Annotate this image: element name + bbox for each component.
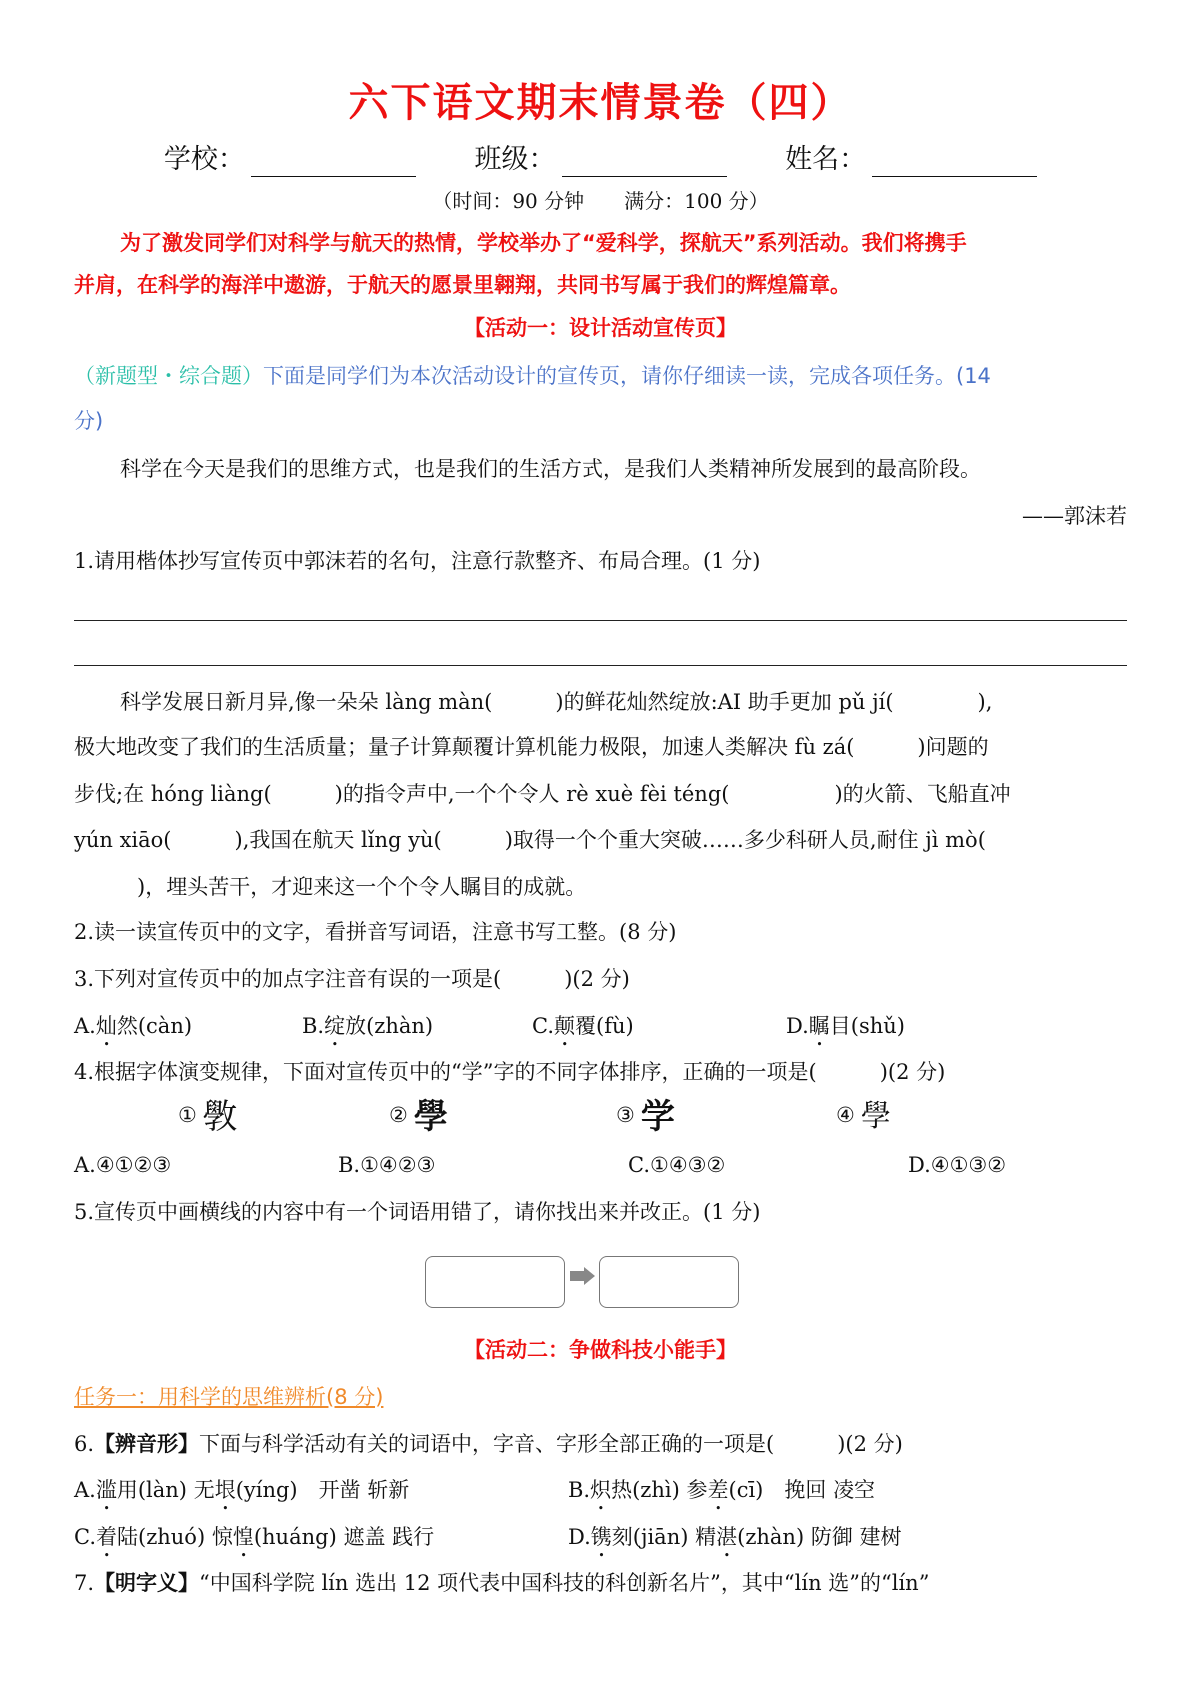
q3-option-c[interactable]: C.颠覆(fù) bbox=[532, 1014, 634, 1038]
glyph-4: ④ 學 bbox=[836, 1098, 891, 1134]
q6-tag: 【辨音形】 bbox=[94, 1432, 200, 1456]
q6-option-c[interactable]: C.着陆(zhuó) 惊惶(huáng) 遮盖 践行 bbox=[74, 1525, 435, 1549]
q4-option-b[interactable]: B.①④②③ bbox=[338, 1153, 436, 1177]
glyph-1: ① 斆 bbox=[178, 1096, 237, 1137]
passage-line-3: 步伐;在 hóng liàng( )的指令声中,一个个令人 rè xuè fèi téng( )的火箭、飞船直冲 bbox=[74, 782, 1011, 806]
clerical-script-xue-icon: 學 bbox=[413, 1096, 448, 1137]
passage-line-1: 科学发展日新月异,像一朵朵 làng màn( )的鲜花灿然绽放:AI 助手更加 pǔ jí( ), bbox=[120, 690, 993, 714]
question-1: 1.请用楷体抄写宣传页中郭沫若的名句，注意行款整齐、布局合理。(1 分) bbox=[74, 549, 761, 573]
question-5: 5.宣传页中画横线的内容中有一个词语用错了，请你找出来并改正。(1 分) bbox=[74, 1200, 761, 1224]
intro-line-2: 并肩，在科学的海洋中遨游，于航天的愿景里翱翔，共同书写属于我们的辉煌篇章。 bbox=[74, 273, 851, 297]
seal-script-xue-icon: 斆 bbox=[202, 1096, 237, 1137]
task1-link[interactable]: 任务一：用科学的思维辨析(8 分) bbox=[74, 1385, 384, 1409]
q4-glyphs bbox=[74, 1096, 1127, 1144]
q4-option-a[interactable]: A.④①②③ bbox=[74, 1153, 172, 1177]
answer-line-2[interactable] bbox=[74, 665, 1127, 666]
question-4: 4.根据字体演变规律，下面对宣传页中的“学”字的不同字体排序，正确的一项是( )(2 分) bbox=[74, 1060, 946, 1084]
exam-info: （时间：90 分钟 满分：100 分） bbox=[432, 189, 769, 213]
glyph-2: ② 學 bbox=[389, 1096, 448, 1137]
wrong-word-box[interactable] bbox=[425, 1256, 565, 1308]
passage-line-4: yún xiāo( ),我国在航天 lǐng yù( )取得一个个重大突破……多少科研人员,耐住 jì mò( bbox=[74, 828, 986, 852]
passage-line-2: 极大地改变了我们的生活质量；量子计算颠覆计算机能力极限，加速人类解决 fù zá( )问题的 bbox=[74, 735, 989, 759]
name-field[interactable] bbox=[872, 154, 1037, 177]
activity1-heading: 【活动一：设计活动宣传页】 bbox=[464, 316, 737, 340]
small-seal-xue-icon: 學 bbox=[860, 1098, 891, 1134]
page-title: 六下语文期末情景卷（四） bbox=[348, 80, 853, 126]
arrow-head-icon bbox=[584, 1267, 595, 1285]
task-intro-cont: 分) bbox=[74, 409, 104, 433]
q3-option-b[interactable]: B.绽放(zhàn) bbox=[302, 1014, 434, 1038]
arrow-right-icon bbox=[570, 1271, 584, 1281]
class-field[interactable] bbox=[562, 154, 727, 177]
correct-word-box[interactable] bbox=[599, 1256, 739, 1308]
regular-script-xue-icon: 学 bbox=[640, 1096, 675, 1137]
q3-option-a[interactable]: A.灿然(càn) bbox=[74, 1014, 193, 1038]
school-field[interactable] bbox=[251, 154, 416, 177]
passage-line-5: )，埋头苦干，才迎来这一个个令人瞩目的成就。 bbox=[74, 875, 587, 899]
class-label: 班级： bbox=[474, 144, 556, 175]
answer-line-1[interactable] bbox=[74, 620, 1127, 621]
question-6: 6.【辨音形】下面与科学活动有关的词语中，字音、字形全部正确的一项是( )(2 分) bbox=[74, 1432, 903, 1456]
q4-option-d[interactable]: D.④①③② bbox=[908, 1153, 1007, 1177]
glyph-3: ③ 学 bbox=[616, 1096, 675, 1137]
question-3: 3.下列对宣传页中的加点字注音有误的一项是( )(2 分) bbox=[74, 967, 630, 991]
task-text: 下面是同学们为本次活动设计的宣传页，请你仔细读一读，完成各项任务。(14 bbox=[263, 364, 991, 388]
activity2-heading: 【活动二：争做科技小能手】 bbox=[464, 1338, 737, 1362]
quote-author: ——郭沫若 bbox=[1022, 504, 1127, 528]
student-info bbox=[74, 143, 1127, 177]
q6-option-a[interactable]: A.滥用(làn) 无垠(yíng) 开凿 斩新 bbox=[74, 1478, 410, 1502]
question-7: 7.【明字义】“中国科学院 lín 选出 12 项代表中国科技的科创新名片”，其中“lín 选”的“lín” bbox=[74, 1571, 930, 1595]
q6-option-d[interactable]: D.镌刻(jiān) 精湛(zhàn) 防御 建树 bbox=[568, 1525, 902, 1549]
q6-option-b[interactable]: B.炽热(zhì) 参差(cī) 挽回 凌空 bbox=[568, 1478, 876, 1502]
q3-option-d[interactable]: D.瞩目(shǔ) bbox=[786, 1014, 905, 1038]
task1-heading bbox=[74, 1382, 1127, 1412]
q4-option-c[interactable]: C.①④③② bbox=[628, 1153, 726, 1177]
name-label: 姓名： bbox=[785, 144, 867, 175]
question-2: 2.读一读宣传页中的文字，看拼音写词语，注意书写工整。(8 分) bbox=[74, 920, 677, 944]
q7-tag: 【明字义】 bbox=[94, 1571, 200, 1595]
task-intro bbox=[74, 361, 1127, 391]
quote: 科学在今天是我们的思维方式，也是我们的生活方式，是我们人类精神所发展到的最高阶段。 bbox=[120, 457, 981, 481]
school-label: 学校： bbox=[163, 144, 245, 175]
task-tag: （新题型・综合题） bbox=[74, 364, 263, 388]
intro-line-1: 为了激发同学们对科学与航天的热情，学校举办了“爱科学，探航天”系列活动。我们将携手 bbox=[120, 231, 967, 255]
